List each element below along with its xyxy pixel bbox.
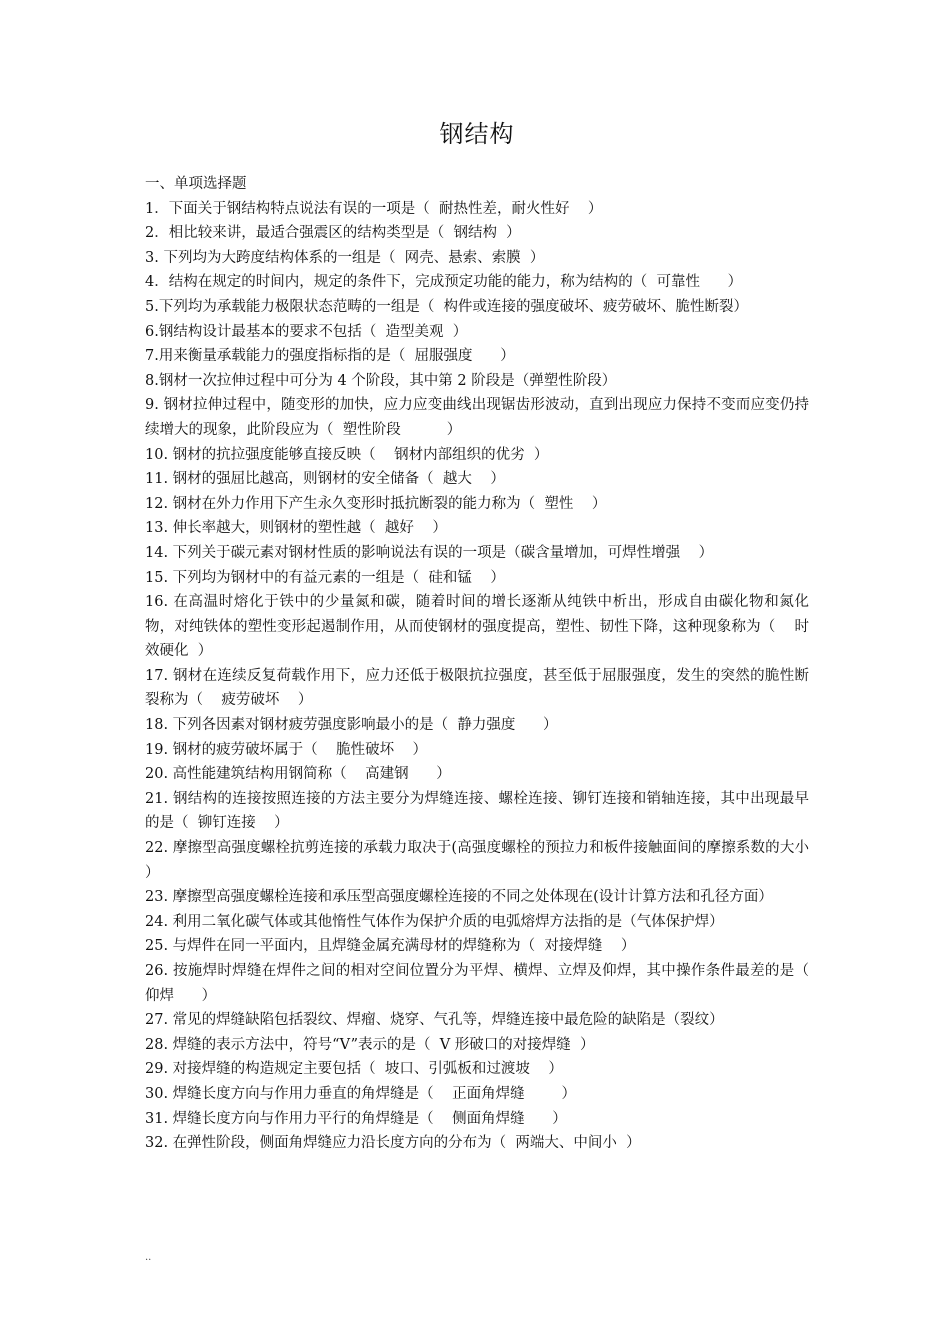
question-answer: 耐热性差，耐火性好 ） (429, 200, 603, 217)
question-answer: 硅和锰 ） (419, 569, 505, 586)
question-text: 4．结构在规定的时间内，规定的条件下，完成预定功能的能力，称为结构的（ (145, 274, 648, 291)
question-text: 2．相比较来讲，最适合强震区的结构类型是（ (145, 225, 445, 242)
question-text: 30. 焊缝长度方向与作用力垂直的角焊缝是（ (145, 1085, 434, 1102)
question-item (145, 590, 809, 664)
question-list (145, 197, 828, 1156)
question-answer: 裂纹） (680, 1012, 724, 1029)
question-answer: 气体保护焊） (636, 913, 724, 930)
question-item (145, 516, 809, 541)
question-text: 29. 对接焊缝的构造规定主要包括（ (145, 1061, 376, 1078)
question-answer: 侧面角焊缝 ） (433, 1110, 567, 1127)
question-answer: 正面角焊缝 ） (433, 1085, 576, 1102)
question-answer: 铆钉连接 ） (188, 815, 289, 832)
question-item (145, 320, 809, 345)
question-item (145, 566, 809, 591)
question-text: 24. 利用二氧化碳气体或其他惰性气体作为保护介质的电弧熔焊方法指的是（ (145, 913, 637, 930)
footer-mark: .. (145, 1252, 152, 1263)
question-answer: 塑性阶段 ） (333, 421, 462, 438)
question-answer: 脆性破坏 ） (317, 741, 428, 758)
question-answer: 疲劳破坏 ） (203, 692, 313, 709)
question-item (145, 467, 809, 492)
question-answer: 造型美观 ） (376, 323, 468, 340)
question-text: 26. 按施焊时焊缝在焊件之间的相对空间位置分为平焊、横焊、立焊及仰焊，其中操作条件最差的是（ (145, 963, 809, 979)
question-item (145, 246, 809, 271)
question-text: 7.用来衡量承载能力的强度指标指的是（ (145, 348, 406, 365)
question-item (145, 787, 809, 836)
page-title: 钢结构 (439, 120, 515, 148)
question-answer: 可靠性 ） (647, 274, 743, 291)
question-answer: 对接焊缝 ） (535, 938, 636, 955)
question-text: 8.钢材一次拉伸过程中可分为 4 个阶段，其中第 2 阶段是（ (145, 372, 530, 389)
question-item (145, 295, 809, 320)
question-answer: 钢材内部组织的优劣 ） (375, 446, 549, 463)
question-answer: 越好 ） (375, 520, 447, 537)
question-text: 14. 下列关于碳元素对钢材性质的影响说法有误的一项是（ (145, 544, 521, 561)
question-item (145, 1107, 809, 1132)
question-answer: 设计计算方法和孔径方面） (598, 889, 773, 906)
document-page (145, 118, 828, 1156)
question-text: 32. 在弹性阶段，侧面角焊缝应力沿长度方向的分布为（ (145, 1135, 507, 1152)
question-text: 1．下面关于钢结构特点说法有误的一项是（ (145, 200, 430, 217)
question-item (145, 541, 809, 566)
question-text: 16. 在高温时熔化于铁中的少量氮和碳，随着时间的增长逐渐从纯铁中析出，形成自由碳化物和氮化物，对纯铁体的塑性变形起遏制作用，从而使钢材的强度提高，塑性、韧性下降，这种现象称为（ (145, 594, 809, 635)
question-answer: 两端大、中间小 ） (506, 1135, 641, 1152)
question-text: 17. 钢材在连续反复荷载作用下，应力还低于极限抗拉强度，甚至低于屈服强度，发生的突然的脆性断裂称为（ (145, 667, 809, 709)
section-heading: 一、单项选择题 (145, 176, 247, 192)
question-answer: 时效硬化 ） (145, 618, 810, 660)
question-item (145, 1082, 809, 1107)
question-item (145, 934, 809, 959)
question-item (145, 836, 819, 885)
question-item (145, 1008, 809, 1033)
question-text: 13. 伸长率越大，则钢材的塑性越（ (145, 520, 376, 537)
question-text: 22. 摩擦型高强度螺栓抗剪连接的承载力取决于( (145, 840, 458, 857)
question-text: 5.下列均为承载能力极限状态范畴的一组是（ (145, 298, 435, 315)
question-text: 12. 钢材在外力作用下产生永久变形时抵抗断裂的能力称为（ (145, 495, 536, 512)
question-answer: 弹塑性阶段） (529, 372, 617, 389)
question-text: 6.钢结构设计最基本的要求不包括（ (145, 323, 377, 340)
question-answer: 屈服强度 ） (405, 348, 515, 365)
question-item (145, 713, 809, 738)
question-text: 21. 钢结构的连接按照连接的方法主要分为焊缝连接、螺栓连接、铆钉连接和销轴连接，其中出现最早的是（ (145, 790, 809, 832)
question-answer: V 形破口的对接焊缝 ） (430, 1036, 595, 1053)
question-item (145, 762, 809, 787)
question-answer: 构件或连接的强度破坏、疲劳破坏、脆性断裂） (434, 298, 749, 315)
question-item (145, 492, 809, 517)
question-item (145, 959, 828, 1008)
question-text: 27. 常见的焊缝缺陷包括裂纹、焊瘤、烧穿、气孔等，焊缝连接中最危险的缺陷是（ (145, 1012, 681, 1029)
question-text: 28. 焊缝的表示方法中，符号“V”表示的是（ (145, 1036, 431, 1053)
question-item (145, 738, 809, 763)
question-answer: 高强度螺栓的预拉力和板件接触面间的摩擦系数的大小 ） (145, 840, 819, 881)
question-item (145, 393, 809, 442)
question-answer: 塑性 ） (535, 495, 607, 512)
question-text: 10. 钢材的抗拉强度能够直接反映（ (145, 446, 376, 463)
question-text: 25. 与焊件在同一平面内，且焊缝金属充满母材的焊缝称为（ (145, 938, 536, 955)
question-item (145, 443, 809, 468)
question-answer: 坡口、引弧板和过渡坡 ） (375, 1061, 563, 1078)
question-answer: 静力强度 ） (448, 717, 558, 734)
question-item (145, 197, 809, 222)
question-item (145, 910, 809, 935)
question-answer: 仰焊 ） (145, 963, 828, 1004)
question-answer: 网壳、悬索、索膜 ） (395, 249, 545, 266)
question-answer: 碳含量增加，可焊性增强 ） (520, 544, 714, 561)
question-item (145, 1057, 809, 1082)
question-answer: 越大 ） (433, 471, 505, 488)
question-item (145, 1033, 809, 1058)
question-item (145, 1131, 809, 1156)
question-text: 31. 焊缝长度方向与作用力平行的角焊缝是（ (145, 1110, 434, 1127)
question-item (145, 885, 809, 910)
question-answer: 钢结构 ） (444, 225, 521, 242)
question-text: 9. 钢材拉伸过程中，随变形的加快，应力应变曲线出现锯齿形波动，直到出现应力保持不变而应变仍持续增大的现象，此阶段应为（ (145, 397, 809, 438)
question-text: 20. 高性能建筑结构用钢简称（ (145, 766, 347, 783)
question-text: 23. 摩擦型高强度螺栓连接和承压型高强度螺栓连接的不同之处体现在( (145, 889, 599, 906)
question-text: 15. 下列均为钢材中的有益元素的一组是（ (145, 569, 420, 586)
question-item (145, 221, 809, 246)
question-text: 3. 下列均为大跨度结构体系的一组是（ (145, 249, 396, 266)
question-item (145, 270, 809, 295)
question-text: 19. 钢材的疲劳破坏属于（ (145, 741, 318, 758)
question-text: 18. 下列各因素对钢材疲劳强度影响最小的是（ (145, 717, 449, 734)
question-text: 11. 钢材的强屈比越高，则钢材的安全储备（ (145, 471, 434, 488)
question-item (145, 369, 809, 394)
question-item (145, 664, 809, 713)
question-item (145, 344, 809, 369)
question-answer: 高建钢 ） (346, 766, 451, 783)
